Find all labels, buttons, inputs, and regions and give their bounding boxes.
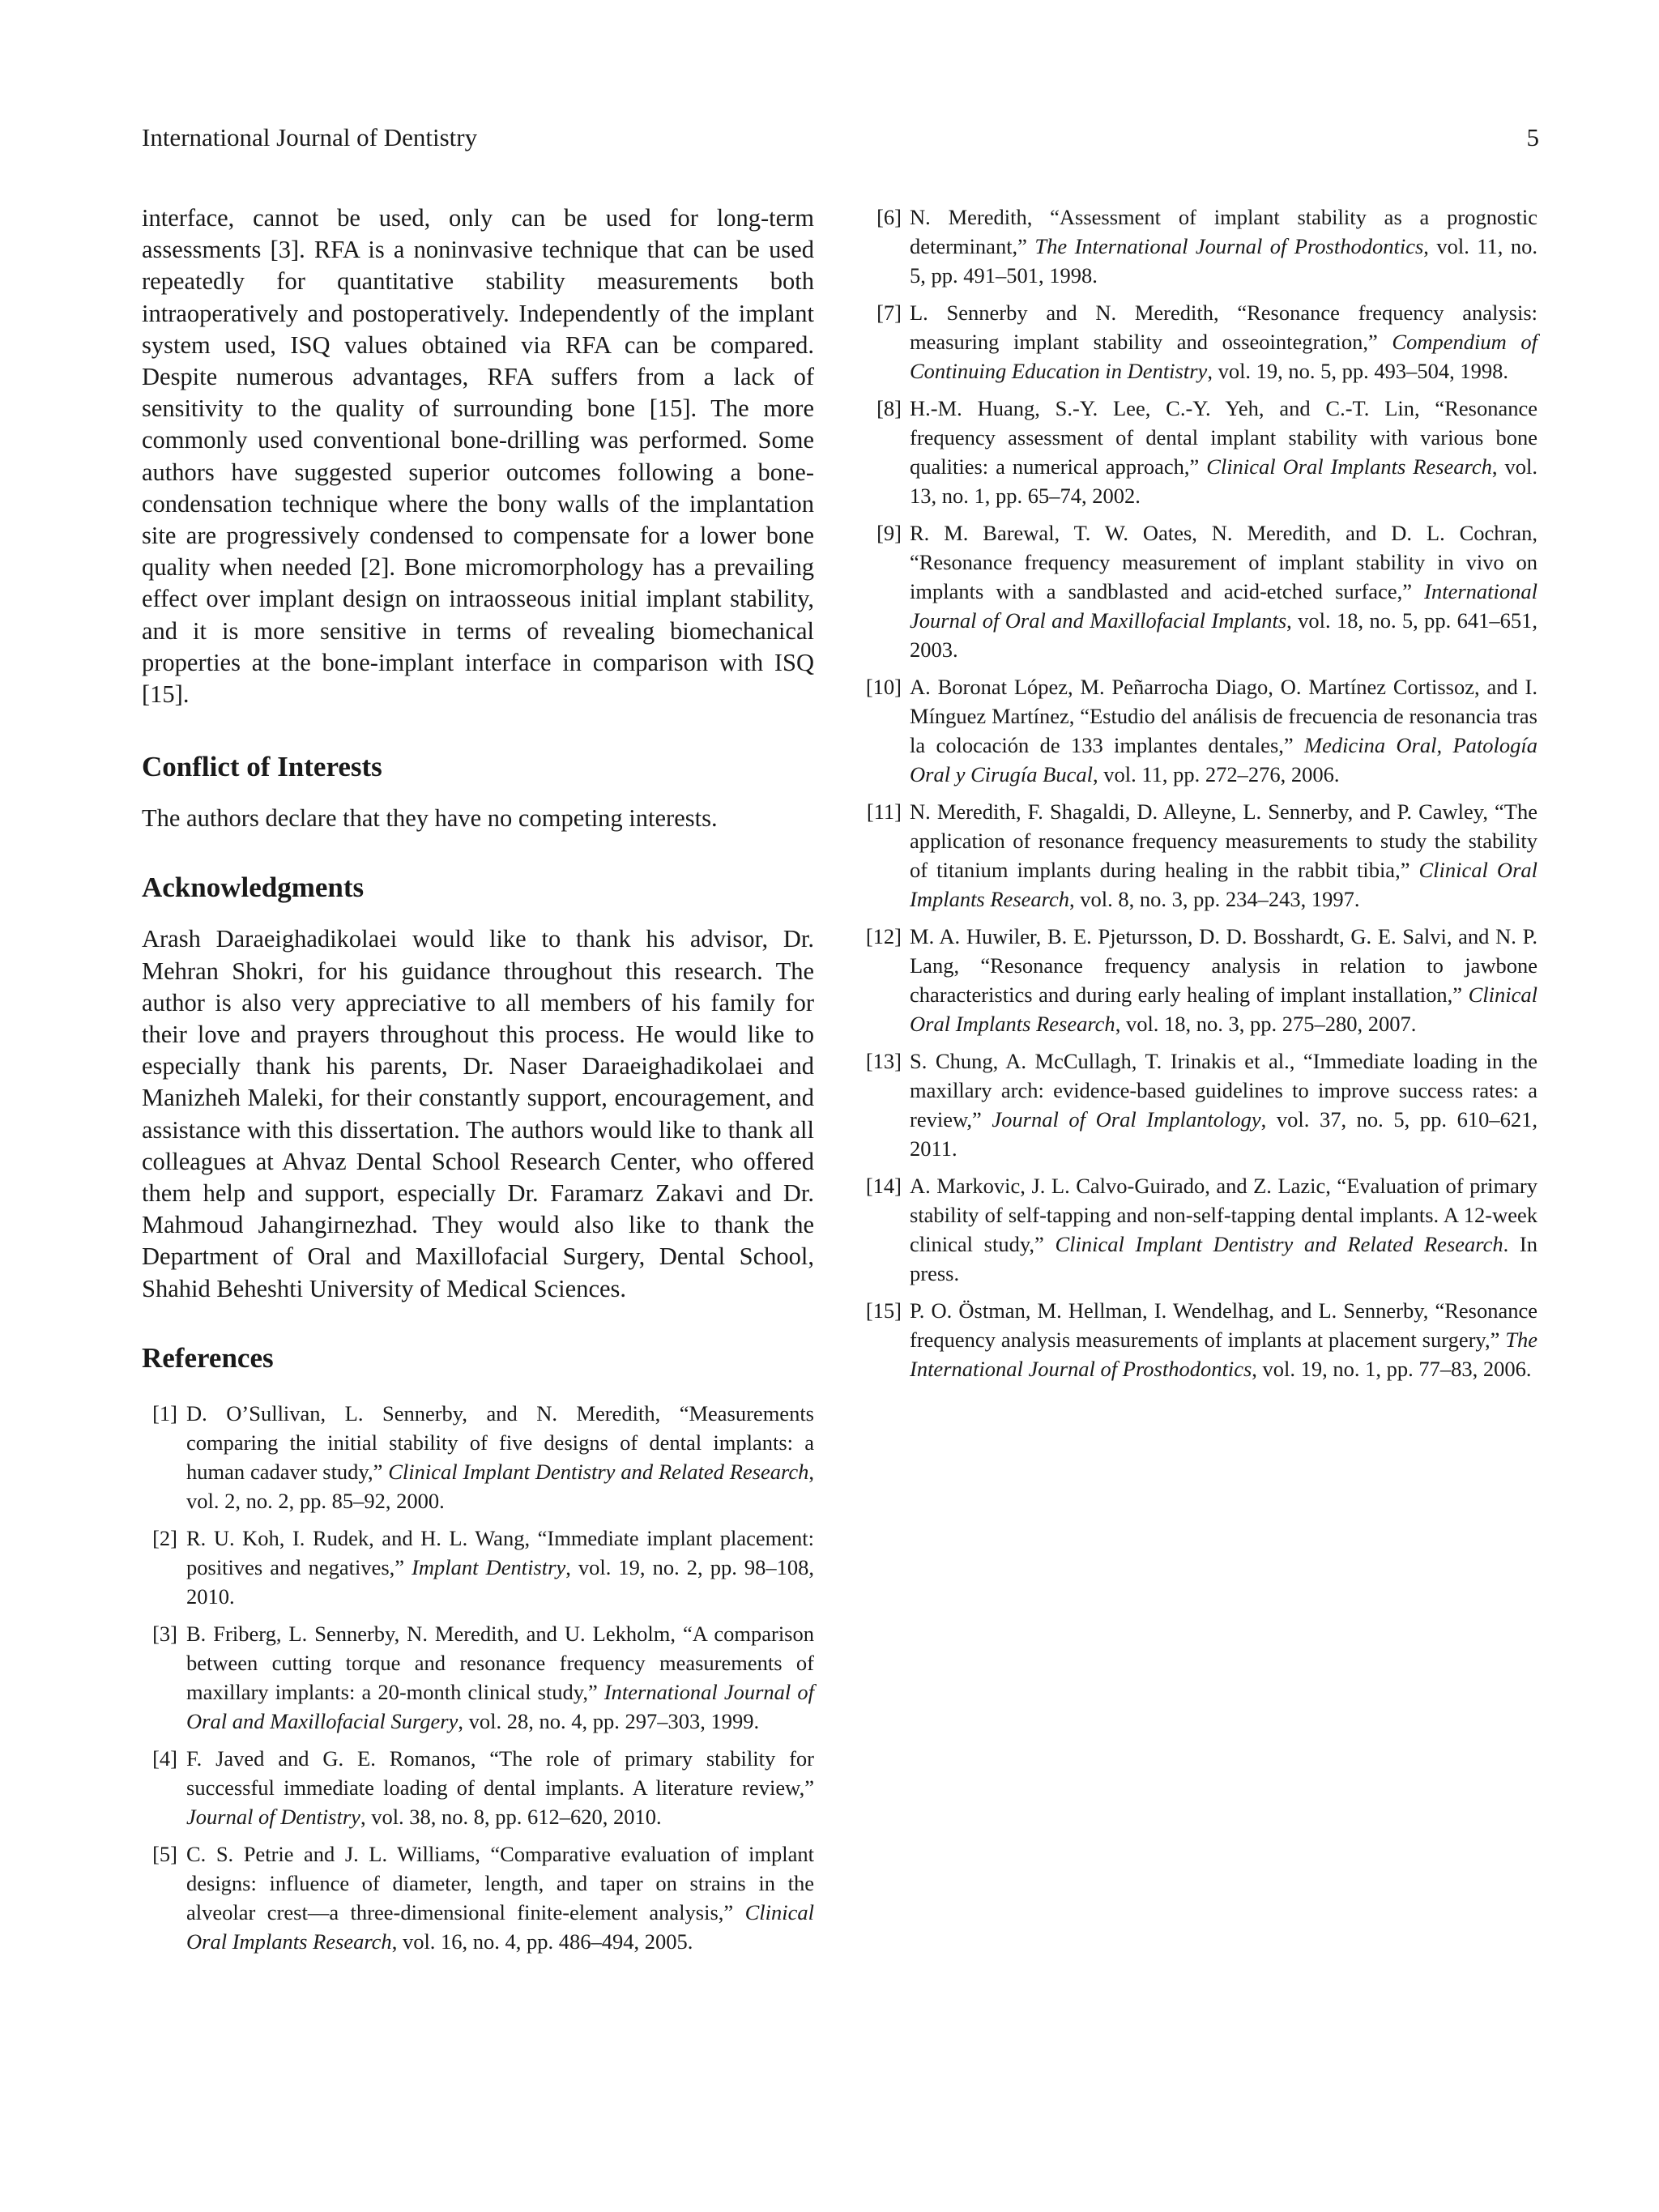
acknowledgments-text: Arash Daraeighadikolaei would like to thank his advisor, Dr. Mehran Shokri, for his guidance throughout this research. The author is also very appreciative to all members of his family for their love and prayers throughout this process. He would like to especially thank his parents, Dr. Naser Daraeighadikolaei and Manizheh Maleki, for their constantly support, encouragement, and assistance with this dissertation. The authors would like to thank all colleagues at Ahvaz Dental School Research Center, who offered them help and support, especially Dr. Faramarz Zakavi and Dr. Mahmoud Jahangirnezhad. They would also like to thank the Department of Oral and Maxillofacial Surgery, Dental School, Shahid Beheshti University of Medical Sciences. bbox=[142, 925, 814, 1302]
reference-list-right bbox=[859, 202, 1537, 1383]
reference-source: Implant Dentistry bbox=[412, 1554, 566, 1579]
intro-paragraph: interface, cannot be used, only can be used for long-term assessments [3]. RFA is a noninvasive technique that can be used repeatedly for quantitative stability measurements both intraoperatively and postoperatively. Independently of the implant system used, ISQ values obtained via RFA can be compared. Despite numerous advantages, RFA suffers from a lack of sensitivity to the quality of surrounding bone [15]. The more commonly used conventional bone-drilling was performed. Some authors have suggested superior outcomes following a bone-condensation technique where the bony walls of the implantation site are progressively condensed to compensate for a lower bone quality when needed [2]. Bone micromorphology has a prevailing effect over implant design on intraosseous initial implant stability, and it is more sensitive in terms of revealing biomechanical properties at the bone-implant interface in comparison with ISQ [15]. bbox=[142, 204, 814, 709]
reference-number: [13] bbox=[865, 1049, 902, 1073]
reference-number: [8] bbox=[876, 396, 902, 420]
reference-number: [5] bbox=[152, 1841, 177, 1866]
reference-number: [2] bbox=[152, 1525, 177, 1550]
reference-item: [3] B. Friberg, L. Sennerby, N. Meredith, and U. Lekholm, “A comparison between cutting torque and resonance frequency measurements of maxillary implants: a 20-month clinical study,” International Journal of Oral and Maxillofacial Surgery, vol. 28, no. 4, pp. 297–303, 1999. bbox=[142, 1619, 814, 1736]
reference-number: [9] bbox=[876, 521, 902, 545]
reference-source: Clinical Oral Implants Research bbox=[910, 982, 1537, 1036]
reference-item: [2] R. U. Koh, I. Rudek, and H. L. Wang, “Immediate implant placement: positives and negatives,” Implant Dentistry, vol. 19, no. 2, pp. 98–108, 2010. bbox=[142, 1524, 814, 1611]
reference-item: [6] N. Meredith, “Assessment of implant stability as a prognostic determinant,” The International Journal of Prosthodontics, vol. 11, no. 5, pp. 491–501, 1998. bbox=[859, 202, 1537, 290]
reference-number: [12] bbox=[865, 924, 902, 948]
reference-source: Clinical Oral Implants Research bbox=[186, 1899, 814, 1954]
reference-item: [1] D. O’Sullivan, L. Sennerby, and N. Meredith, “Measurements comparing the initial stability of five designs of dental implants: a human cadaver study,” Clinical Implant Dentistry and Related Research, vol. 2, no. 2, pp. 85–92, 2000. bbox=[142, 1399, 814, 1515]
right-column bbox=[859, 202, 1537, 1392]
references-heading: References bbox=[142, 1341, 274, 1374]
reference-source: International Journal of Oral and Maxillofacial Implants bbox=[910, 579, 1537, 633]
reference-number: [10] bbox=[865, 675, 902, 699]
reference-item: [7] L. Sennerby and N. Meredith, “Resonance frequency analysis: measuring implant stability and osseointegration,” Compendium of Continuing Education in Dentistry, vol. 19, no. 5, pp. 493–504, 1998. bbox=[859, 298, 1537, 386]
reference-number: [7] bbox=[876, 300, 902, 325]
reference-item: [10] A. Boronat López, M. Peñarrocha Diago, O. Martínez Cortissoz, and I. Mínguez Martínez, “Estudio del análisis de frecuencia de resonancia tras la colocación de 133 implantes dentales,” Medicina Oral, Patología Oral y Cirugía Bucal, vol. 11, pp. 272–276, 2006. bbox=[859, 672, 1537, 789]
reference-item: [12] M. A. Huwiler, B. E. Pjetursson, D. D. Bosshardt, G. E. Salvi, and N. P. Lang, “Resonance frequency analysis in relation to jawbone characteristics and during early healing of implant installation,” Clinical Oral Implants Research, vol. 18, no. 3, pp. 275–280, 2007. bbox=[859, 922, 1537, 1038]
reference-item: [5] C. S. Petrie and J. L. Williams, “Comparative evaluation of implant designs: influence of diameter, length, and taper on strains in the alveolar crest—a three-dimensional finite-element analysis,” Clinical Oral Implants Research, vol. 16, no. 4, pp. 486–494, 2005. bbox=[142, 1839, 814, 1956]
page-number: 5 bbox=[1526, 123, 1539, 151]
reference-item: [4] F. Javed and G. E. Romanos, “The role of primary stability for successful immediate loading of dental implants. A literature review,” Journal of Dentistry, vol. 38, no. 8, pp. 612–620, 2010. bbox=[142, 1744, 814, 1831]
left-column bbox=[142, 202, 814, 1964]
journal-title: International Journal of Dentistry bbox=[142, 123, 478, 151]
reference-number: [15] bbox=[865, 1298, 902, 1323]
reference-list-left bbox=[142, 1399, 814, 1956]
reference-source: The International Journal of Prosthodontics bbox=[1034, 234, 1424, 258]
reference-item: [15] P. O. Östman, M. Hellman, I. Wendelhag, and L. Sennerby, “Resonance frequency analysis measurements of implants at placement surgery,” The International Journal of Prosthodontics, vol. 19, no. 1, pp. 77–83, 2006. bbox=[859, 1296, 1537, 1383]
reference-number: [11] bbox=[866, 799, 902, 824]
reference-source: Compendium of Continuing Education in Dentistry bbox=[910, 330, 1538, 383]
reference-source: Clinical Oral Implants Research bbox=[910, 858, 1537, 911]
reference-number: [4] bbox=[152, 1745, 177, 1771]
running-head bbox=[142, 121, 1539, 154]
reference-item: [14] A. Markovic, J. L. Calvo-Guirado, and Z. Lazic, “Evaluation of primary stability of self-tapping and non-self-tapping dental implants. A 12-week clinical study,” Clinical Implant Dentistry and Related Research. In press. bbox=[859, 1171, 1537, 1288]
reference-source: Medicina Oral, Patología Oral y Cirugía Bucal bbox=[910, 733, 1537, 786]
reference-source: Clinical Oral Implants Research bbox=[1206, 454, 1492, 479]
reference-item: [9] R. M. Barewal, T. W. Oates, N. Meredith, and D. L. Cochran, “Resonance frequency measurement of implant stability in vivo on implants with a sandblasted and acid-etched surface,” International Journal of Oral and Maxillofacial Implants, vol. 18, no. 5, pp. 641–651, 2003. bbox=[859, 518, 1537, 664]
reference-number: [1] bbox=[152, 1400, 177, 1426]
reference-source: Journal of Oral Implantology bbox=[992, 1107, 1261, 1132]
reference-number: [14] bbox=[865, 1174, 902, 1198]
reference-number: [6] bbox=[876, 205, 902, 229]
conflict-heading: Conflict of Interests bbox=[142, 751, 382, 783]
reference-source: Clinical Implant Dentistry and Related Research bbox=[388, 1459, 809, 1484]
reference-source: Journal of Dentistry bbox=[186, 1804, 360, 1829]
reference-number: [3] bbox=[152, 1621, 177, 1646]
reference-source: Clinical Implant Dentistry and Related Research bbox=[1055, 1232, 1503, 1256]
conflict-text: The authors declare that they have no competing interests. bbox=[142, 804, 718, 833]
reference-source: The International Journal of Prosthodontics bbox=[910, 1328, 1537, 1381]
reference-item: [13] S. Chung, A. McCullagh, T. Irinakis et al., “Immediate loading in the maxillary arch: evidence-based guidelines to improve success rates: a review,” Journal of Oral Implantology, vol. 37, no. 5, pp. 610–621, 2011. bbox=[859, 1046, 1537, 1163]
reference-source: International Journal of Oral and Maxillofacial Surgery bbox=[186, 1679, 814, 1733]
acknowledgments-heading: Acknowledgments bbox=[142, 872, 365, 904]
reference-item: [11] N. Meredith, F. Shagaldi, D. Alleyne, L. Sennerby, and P. Cawley, “The application of resonance frequency measurements to study the stability of titanium implants during healing in the rabbit tibia,” Clinical Oral Implants Research, vol. 8, no. 3, pp. 234–243, 1997. bbox=[859, 797, 1537, 914]
reference-item: [8] H.-M. Huang, S.-Y. Lee, C.-Y. Yeh, and C.-T. Lin, “Resonance frequency assessment of dental implant stability with various bone qualities: a numerical approach,” Clinical Oral Implants Research, vol. 13, no. 1, pp. 65–74, 2002. bbox=[859, 394, 1537, 510]
